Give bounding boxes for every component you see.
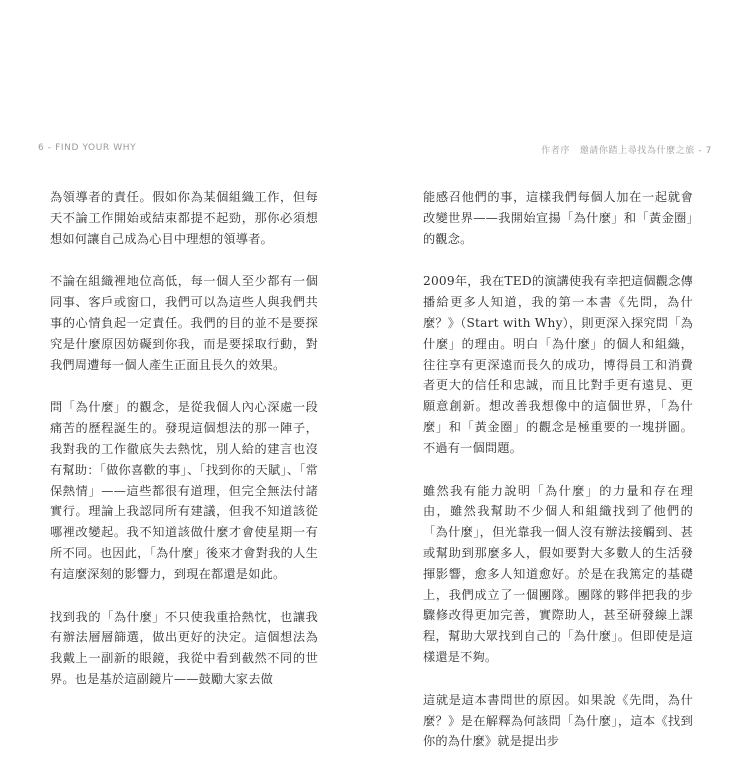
left-body-text <box>50 187 318 712</box>
paragraph: 這就是這本書問世的原因。如果說《先問，為什麼？》是在解釋為何該問「為什麼」，這本《找到你的為什麼》就是提出步 <box>423 692 693 749</box>
paragraph: 雖然我有能力說明「為什麼」的力量和存在理由，雖然我幫助不少個人和組織找到了他們的「為什麼」，但光靠我一個人沒有辦法接觸到、甚或幫助到那麼多人，假如要對大多數人的生活發揮影響，愈多人知道愈好。於是在我篤定的基礎上，我們成立了一個團隊。團隊的夥伴把我的步驟修改得更加完善，實際助人，甚至研發線上課程，幫助大眾找到自己的「為什麼」。但即使是這樣還是不夠。 <box>423 483 693 664</box>
paragraph: 不論在組織裡地位高低，每一個人至少都有一個同事、客戶或窗口，我們可以為這些人與我們共事的心情負起一定責任。我們的目的並不是要探究是什麼原因妨礙到你我，而是要採取行動，對我們周遭每一個人產生正面且長久的效果。 <box>50 274 318 372</box>
right-body-text <box>423 187 693 774</box>
paragraph: 為領導者的責任。假如你為某個組織工作，但每天不論工作開始或結束都提不起勁，那你必須想想如何讓自己成為心目中理想的領導者。 <box>50 190 318 246</box>
left-running-head: 6 - FIND YOUR WHY <box>38 143 137 153</box>
right-page <box>375 0 750 750</box>
left-page <box>0 0 375 750</box>
paragraph: 能感召他們的事，這樣我們每個人加在一起就會改變世界——我開始宣揚「為什麼」和「黃金圈」的觀念。 <box>423 190 693 246</box>
paragraph: 2009年，我在TED的演講使我有幸把這個觀念傳播給更多人知道，我的第一本書《先問，為什麼？》（Start with Why），則更深入探究問「為什麼」的理由。明白「為什麼」的個人和組織，往往享有更深遠而長久的成功，博得員工和消費者更大的信任和忠誠，而且比對手更有遠見、更願意創新。想改善我想像中的這個世界，「為什麼」和「黃金圈」的觀念是極重要的一塊拼圖。不過有一個問題。 <box>423 274 693 455</box>
paragraph: 問「為什麼」的觀念，是從我個人內心深處一段痛苦的歷程誕生的。發現這個想法的那一陣子，我對我的工作徹底失去熱忱，別人給的建言也沒有幫助：「做你喜歡的事」、「找到你的天賦」、「常保熱情」——這些都很有道理，但完全無法付諸實行。理論上我認同所有建議，但我不知道該從哪裡改變起。我不知道該做什麼才會使星期一有所不同。也因此，「為什麼」後來才會對我的人生有這麼深刻的影響力，到現在都還是如此。 <box>50 400 318 581</box>
paragraph: 找到我的「為什麼」不只使我重拾熱忱，也讓我有辦法層層篩選，做出更好的決定。這個想法為我戴上一副新的眼鏡，我從中看到截然不同的世界。也是基於這副鏡片——鼓勵大家去做 <box>50 609 318 686</box>
right-running-head: 作者序 邀請你踏上尋找為什麼之旅 - 7 <box>541 146 712 156</box>
